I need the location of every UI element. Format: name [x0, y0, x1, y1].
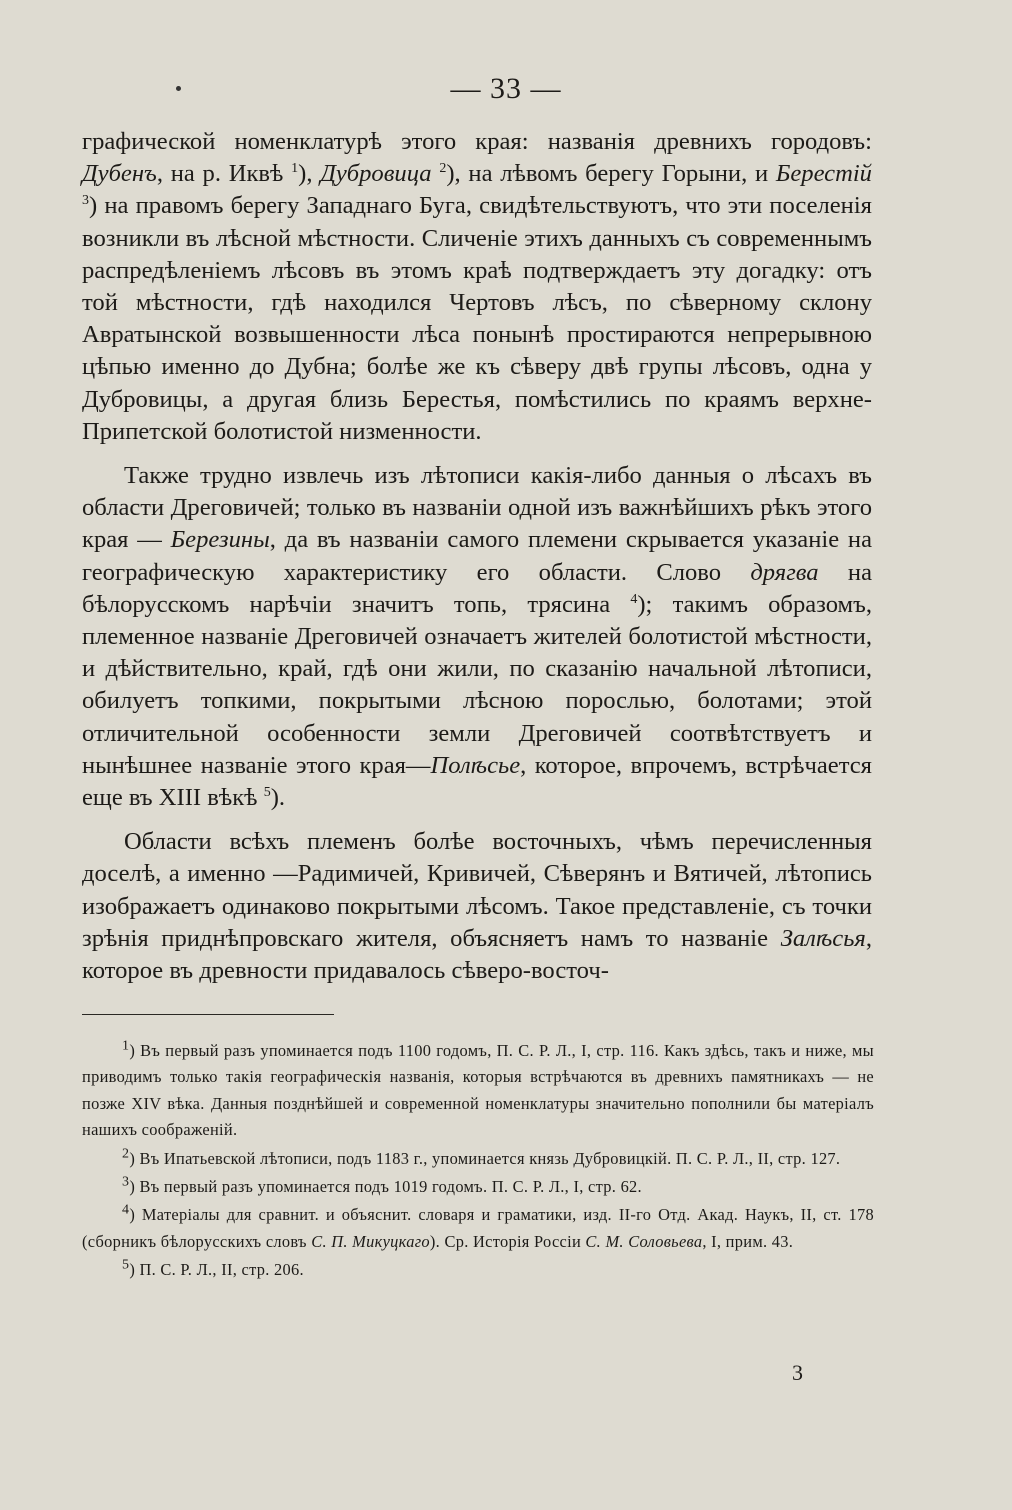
footnote-marker: 2: [122, 1146, 130, 1162]
footnote: [82, 1257, 874, 1283]
text-run: ) на правомъ берегу Западнаго Буга, свидѣтельствуютъ, что эти поселенія возникли въ лѣсной мѣстности. Сличеніе этихъ данныхъ съ современнымъ распредѣленіемъ лѣсовъ въ этомъ краѣ подтверждаетъ эту догадку: отъ той мѣстности, гдѣ находился Чертовъ лѣсъ, по сѣверному склону Авратынской возвышенности лѣса понынѣ простираются непрерывною цѣпью именно до Дубна; болѣе же къ сѣверу двѣ групы лѣсовъ, одна у Дубровицы, а другая близь Берестья, помѣстились по краямъ верхне-Припетской болотистой низменности.: [82, 192, 872, 445]
paragraph: [82, 826, 872, 987]
text-run: ) Въ первый разъ упоминается подъ 1019 годомъ. П. С. Р. Л., I, стр. 62.: [129, 1177, 642, 1197]
text-run: Также трудно извлечь изъ лѣтописи какія-либо данныя о лѣсахъ въ области Дреговичей; только въ названіи одной изъ важнѣйшихъ рѣкъ этого края —: [82, 462, 872, 554]
footnote-marker: 4: [630, 591, 638, 607]
italic-term: Полѣсье: [430, 751, 521, 779]
text-run: , I, прим. 43.: [702, 1231, 794, 1251]
footnote-marker: 5: [263, 784, 271, 800]
text-run: , которое въ древности придавалось сѣверо-восточ-: [82, 924, 872, 985]
text-run: , которое, впрочемъ, встрѣчается еще въ XIII вѣкѣ: [82, 751, 872, 812]
text-run: графической номенклатурѣ этого края: названія древнихъ городовъ:: [82, 128, 872, 155]
text-run: на бѣлорусскомъ нарѣчіи значитъ топь, трясина: [82, 558, 872, 618]
text-run: ),: [298, 160, 321, 188]
text-run: ) П. С. Р. Л., II, стр. 206.: [129, 1260, 304, 1280]
text-run: , да въ названіи самого племени скрывается указаніе на географическую характеристику его области. Слово: [82, 526, 872, 586]
footnotes: [82, 1038, 874, 1284]
italic-term: Дубровица: [320, 160, 432, 188]
italic-term: С. М. Соловьева: [585, 1231, 703, 1251]
text-run: ). Ср. Исторія Россіи: [429, 1231, 586, 1251]
footnote: [82, 1038, 874, 1144]
page-number: — 33 —: [450, 72, 562, 105]
text-run: ) Въ Ипатьевской лѣтописи, подъ 1183 г., упоминается князь Дубровицкій. П. С. Р. Л., II, стр. 127.: [129, 1148, 841, 1168]
italic-term: Берестій: [775, 160, 872, 188]
footnote: [82, 1202, 874, 1255]
italic-term: Дубенъ: [82, 160, 157, 188]
footnote-marker: 1: [291, 161, 299, 177]
footnote-marker: 3: [82, 193, 89, 209]
main-text: [82, 126, 872, 987]
footnote: [82, 1174, 874, 1200]
text-run: ), на лѣвомъ берегу Горыни, и: [446, 160, 776, 188]
text-run: ) Матеріалы для сравнит. и объяснит. словаря и граматики, изд. II-го Отд. Акад. Наукъ, II, ст. 178 (сборникъ бѣлорусскихъ словъ: [82, 1205, 874, 1251]
italic-term: С. П. Микуцкаго: [311, 1231, 430, 1251]
paragraph: [82, 460, 872, 814]
footnote-marker: 1: [122, 1038, 130, 1054]
text-run: ) Въ первый разъ упоминается подъ 1100 годомъ, П. С. Р. Л., I, стр. 116. Какъ здѣсь, такъ и ниже, мы приводимъ только такія географическія названія, которыя встрѣчаются въ древнихъ памятникахъ — не позже XIV вѣка. Данныя позднѣйшей и современной номенклатуры значительно пополнили бы матеріалъ нашихъ соображеній.: [82, 1041, 874, 1140]
italic-term: Залѣсья: [780, 924, 866, 952]
paragraph: [82, 126, 872, 448]
text-run: Области всѣхъ племенъ болѣе восточныхъ, чѣмъ перечисленныя доселѣ, а именно —Радимичей, Кривичей, Сѣверянъ и Вятичей, лѣтопись изображаетъ одинаково покрытыми лѣсомъ. Такое представленіе, съ точки зрѣнія приднѣпровскаго жителя, объясняетъ намъ то названіе: [82, 828, 872, 952]
footnote-marker: 5: [122, 1257, 130, 1273]
footnote-marker: 2: [439, 161, 447, 177]
text-run: ); такимъ образомъ, племенное названіе Дреговичей означаетъ жителей болотистой мѣстности, и дѣйствительно, край, гдѣ они жили, по сказанію начальной лѣтописи, обилуетъ топкими, покрытыми лѣсною порослью, болотами; этой отличительной особенности земли Дреговичей соотвѣтствуетъ и нынѣшнее названіе этого края—: [82, 590, 872, 779]
signature-mark: 3: [792, 1360, 803, 1385]
footnote: [82, 1146, 874, 1172]
footnote-marker: 3: [122, 1174, 130, 1190]
footnote-marker: 4: [122, 1202, 130, 1218]
italic-term: дрягва: [750, 558, 819, 586]
italic-term: Березины: [170, 526, 270, 554]
text-run: , на р. Иквѣ: [156, 160, 292, 188]
text-run: ).: [270, 784, 286, 812]
footnote-divider: [82, 1014, 334, 1015]
